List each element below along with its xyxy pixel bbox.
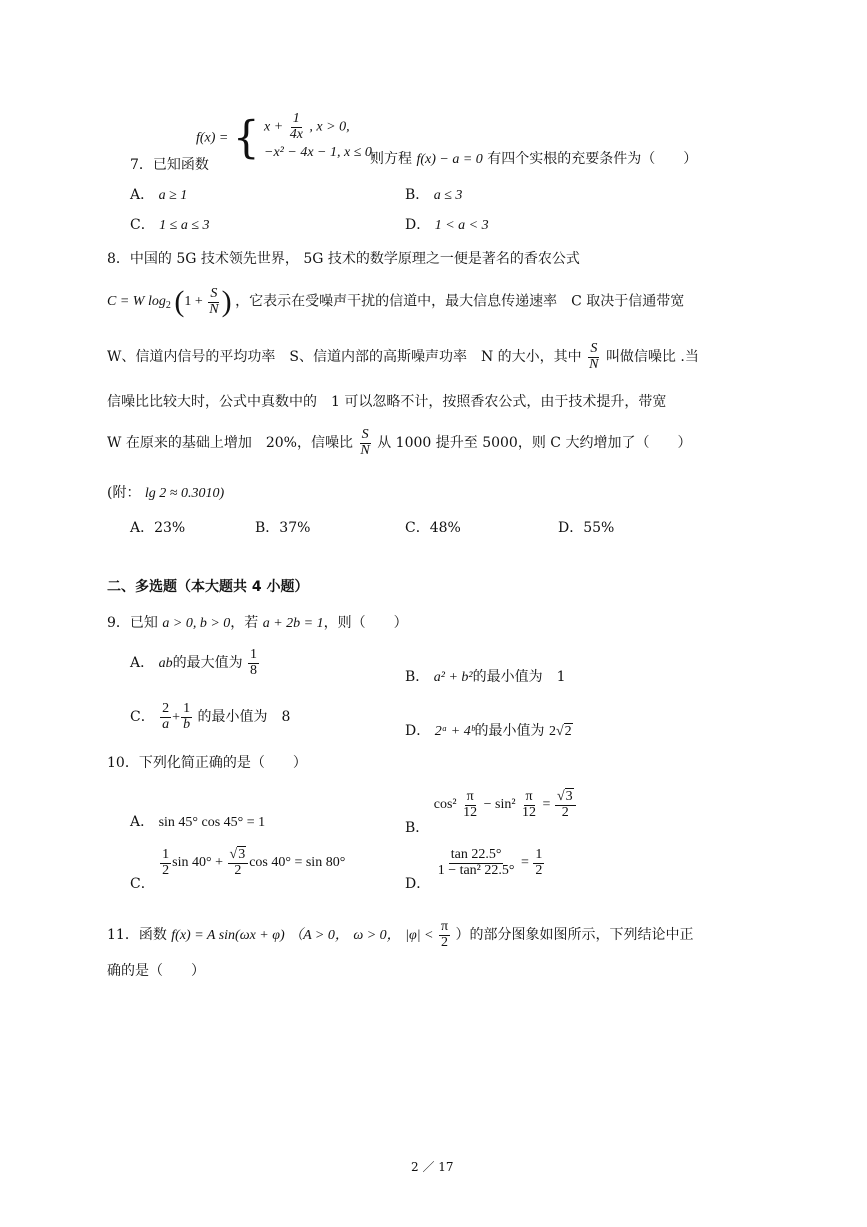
q7-option-c[interactable]: C． 1 ≤ a ≤ 3: [130, 217, 210, 233]
q7-func-lhs: f(x) =: [196, 130, 229, 146]
q10-stem: 10．下列化简正确的是（ ）: [107, 755, 307, 771]
section-title: 二、多选题（本大题共 4 小题）: [107, 579, 309, 595]
q8-option-b[interactable]: B．37%: [255, 520, 311, 536]
q8-line2: C = W $\log_2 (1$ + $\frac{S}{N}$ ) ，它表示在受噪声干扰的信道中，最大信息传递速率 C 取决于信通带宽: [107, 285, 685, 319]
q8-option-d[interactable]: D．55%: [558, 520, 615, 536]
q11-line2: 确的是（ ）: [107, 963, 205, 979]
q8-option-c[interactable]: C．48%: [405, 520, 461, 536]
q10-option-c[interactable]: C． $\frac{1}{2}$ sin 40° + $\frac{√3}{2}$ cos 40° = sin 80°: [130, 847, 346, 893]
q8-line4: 信噪比比较大时，公式中真数中的 1 可以忽略不计，按照香农公式，由于技术提升，带宽: [107, 394, 667, 410]
q8-line1: 8．中国的 5G 技术领先世界， 5G 技术的数学原理之一便是著名的香农公式: [107, 251, 580, 267]
q7-case1: x + $\frac{1}{4x}$ , x > 0,: [264, 111, 350, 142]
q7-case2: −x² − 4x − 1, x ≤ 0,: [264, 145, 376, 161]
q7-option-d[interactable]: D． 1 < a < 3: [405, 217, 489, 233]
page-number: 2 ／ 17: [411, 1160, 454, 1174]
q7-tail: 有四个实根的充要条件为（ ）: [487, 151, 698, 167]
q9-option-b[interactable]: B． a² + b²的最小值为 1: [405, 669, 566, 685]
q7-lead: 已知函数: [152, 157, 209, 173]
q8-option-a[interactable]: A．23%: [130, 520, 186, 536]
q10-option-d[interactable]: D． $\frac{\tan 22.5^\circ}{\text{1 − tan² 22.5°}}$ = $\frac{1}{2}$: [405, 847, 543, 893]
q7-option-b[interactable]: B． a ≤ 3: [405, 187, 463, 203]
shannon-formula: C = W $\log_2 (1$ + $\frac{S}{N}$ ): [107, 285, 232, 319]
q10-option-b[interactable]: B． cos² $\frac{\pi}{12}$ − sin² $\frac{\pi}{12}$ = $\frac{√3}{2}$: [405, 790, 577, 820]
q7-cases: [264, 112, 375, 163]
q8-note: (附： lg 2 ≈ 0.3010): [107, 485, 225, 501]
q7-number: 7．: [130, 157, 153, 173]
q8-line3: W、信道内信号的平均功率 S、信道内部的高斯噪声功率 N 的大小，其中 $\frac{S}{N}$ 叫做信噪比 .当: [107, 341, 699, 372]
q8-number: 8．: [107, 251, 130, 267]
q7-function-definition: [196, 112, 375, 163]
q9-option-c[interactable]: C． $\frac{2}{a}$ + $\frac{1}{b}$ 的最小值为 8: [130, 701, 291, 732]
q7-mid: 则方程: [370, 151, 412, 167]
q11-stem: 11．函数 f(x) = A sin(ωx + φ) （A > 0， ω > 0， |φ| < $\frac{\pi}{2}$ ）的部分图象如图所示，下列结论中正: [107, 919, 694, 950]
q9-option-a[interactable]: A． ab的最大值为 $\frac{1}{8}$: [130, 647, 258, 678]
q10-option-a[interactable]: A． sin 45° cos 45° = 1: [130, 814, 266, 830]
q9-option-d[interactable]: D． 2ᵃ + 4ᵇ的最小值为 2√2: [405, 723, 572, 739]
q7-stem: [130, 156, 209, 174]
q7-brace: {: [232, 111, 260, 163]
q7-stem-tail: [370, 150, 697, 169]
q7-option-a[interactable]: A． a ≥ 1: [130, 187, 188, 203]
q8-line5: W 在原来的基础上增加 20%，信噪比 $\frac{S}{N}$ 从 1000 提升至 5000，则 C 大约增加了（ ）: [107, 427, 692, 458]
q9-stem: 9．已知 a > 0, b > 0，若 a + 2b = 1，则（ ）: [107, 615, 408, 631]
q7-equation: f(x) − a = 0: [416, 152, 483, 167]
